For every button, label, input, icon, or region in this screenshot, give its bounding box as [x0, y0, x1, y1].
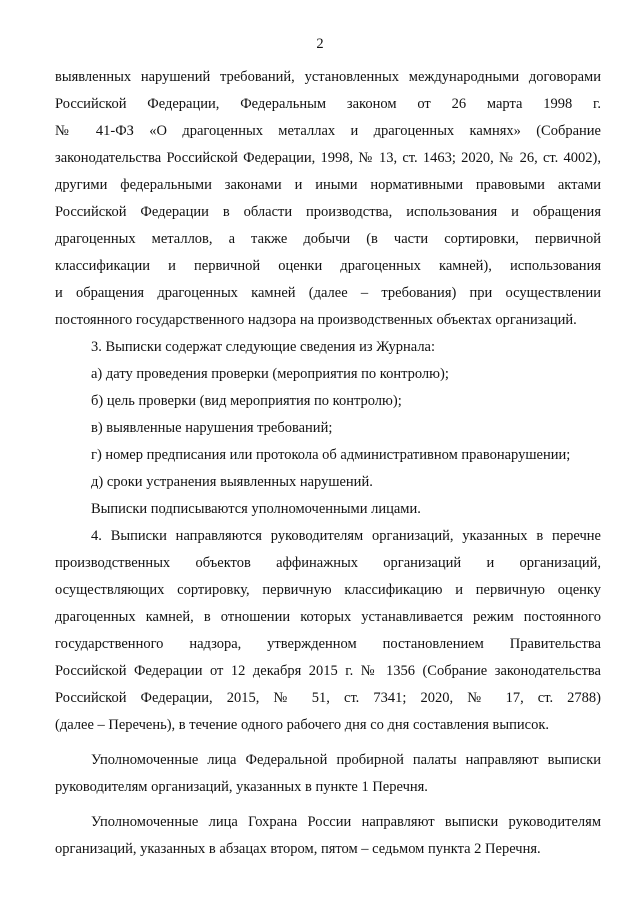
text-line: организаций, указанных в абзацах втором, пятом – седьмом пункта 2 Перечня.	[55, 841, 541, 857]
paragraph-spacer	[55, 739, 601, 747]
paragraph-first-line: Уполномоченные лица Гохрана России направляют выписки руководителям	[91, 814, 601, 830]
text-line: Российской Федерации в области производства, использования и обращения	[55, 204, 601, 220]
text-line: Российской Федерации, Федеральным законом от 26 марта 1998 г.	[55, 96, 601, 112]
page-number: 2	[316, 36, 324, 52]
paragraph-first-line: Уполномоченные лица Федеральной пробирной палаты направляют выписки	[91, 752, 601, 768]
signature-note: Выписки подписываются уполномоченными лицами.	[91, 501, 421, 517]
text-line: драгоценных металлов, а также добычи (в части сортировки, первичной	[55, 231, 601, 247]
list-item-c: в) выявленные нарушения требований;	[91, 420, 333, 436]
list-item-a: а) дату проведения проверки (мероприятия по контролю);	[91, 366, 449, 382]
text-line: и обращения драгоценных камней (далее – требования) при осуществлении	[55, 285, 601, 301]
text-line: государственного надзора, утвержденном постановлением Правительства	[55, 636, 601, 652]
list-item-e: д) сроки устранения выявленных нарушений.	[91, 474, 373, 490]
list-item-b: б) цель проверки (вид мероприятия по контролю);	[91, 393, 402, 409]
paragraph-spacer	[55, 801, 601, 809]
text-line: постоянного государственного надзора на производственных объектах организаций.	[55, 312, 577, 328]
text-line: классификации и первичной оценки драгоценных камней), использования	[55, 258, 601, 274]
text-line: законодательства Российской Федерации, 1998, № 13, ст. 1463; 2020, № 26, ст. 4002),	[55, 150, 601, 166]
text-line: другими федеральными законами и иными нормативными правовыми актами	[55, 177, 601, 193]
text-line: драгоценных камней, в отношении которых устанавливается режим постоянного	[55, 609, 601, 625]
paragraph-3-heading: 3. Выписки содержат следующие сведения из Журнала:	[91, 339, 436, 355]
text-line: (далее – Перечень), в течение одного рабочего дня со дня составления выписок.	[55, 717, 549, 733]
paragraph-4-first-line: 4. Выписки направляются руководителям организаций, указанных в перечне	[91, 528, 601, 544]
text-line: руководителям организаций, указанных в пункте 1 Перечня.	[55, 779, 428, 795]
text-line: выявленных нарушений требований, установленных международными договорами	[55, 69, 601, 85]
text-line: Российской Федерации, 2015, № 51, ст. 7341; 2020, № 17, ст. 2788)	[55, 690, 601, 706]
text-line: № 41-ФЗ «О драгоценных металлах и драгоценных камнях» (Собрание	[55, 123, 601, 139]
list-item-d: г) номер предписания или протокола об административном правонарушении;	[91, 447, 571, 463]
text-line: осуществляющих сортировку, первичную классификацию и первичную оценку	[55, 582, 601, 598]
text-line: производственных объектов аффинажных организаций и организаций,	[55, 555, 601, 571]
document-body	[55, 64, 601, 863]
text-line: Российской Федерации от 12 декабря 2015 г. № 1356 (Собрание законодательства	[55, 663, 601, 679]
